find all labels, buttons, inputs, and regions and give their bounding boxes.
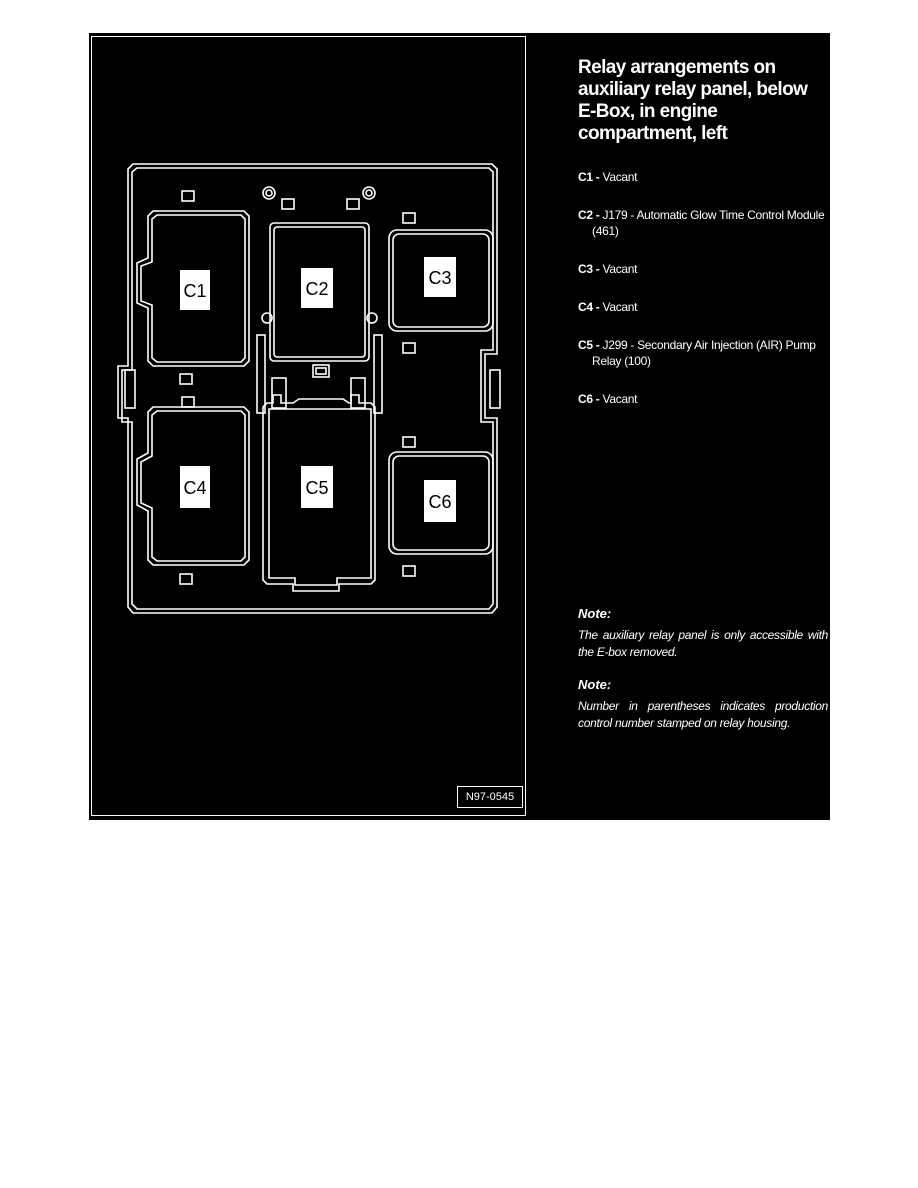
note-text: Number in parentheses indicates production control number stamped on relay housing.	[578, 699, 828, 730]
slot-label-c3: C3	[428, 268, 452, 288]
legend-desc: J179 - Automatic Glow Time Control Module (461)	[592, 208, 825, 238]
legend-item-c6: C6 - Vacant	[578, 392, 638, 406]
legend-item-c1: C1 - Vacant	[578, 170, 638, 184]
right-latch	[490, 370, 500, 408]
figure-number: N97-0545	[457, 786, 523, 808]
slot-label-c5: C5	[305, 478, 329, 498]
legend-item-c4: C4 - Vacant	[578, 300, 638, 314]
text-column	[578, 57, 828, 429]
notes	[578, 606, 828, 748]
slot-label-c1: C1	[183, 281, 207, 301]
legend-id: C4	[578, 300, 593, 314]
legend-id: C6	[578, 392, 593, 406]
legend-item-c5: C5 - J299 - Secondary Air Injection (AIR) Pump Relay (100)	[578, 338, 816, 368]
legend-desc: Vacant	[602, 300, 638, 314]
note-heading: Note:	[578, 606, 612, 621]
legend-id: C1	[578, 170, 593, 184]
legend-desc: J299 - Secondary Air Injection (AIR) Pump Relay (100)	[592, 338, 816, 368]
left-latch	[125, 370, 135, 408]
page-title: Relay arrangements on auxiliary relay panel, below E-Box, in engine compartment, left	[578, 57, 808, 144]
legend-desc: Vacant	[602, 170, 638, 184]
legend-id: C3	[578, 262, 593, 276]
slot-label-c2: C2	[305, 279, 329, 299]
slot-label-c4: C4	[183, 478, 207, 498]
legend-id: C2	[578, 208, 593, 222]
legend-item-c3: C3 - Vacant	[578, 262, 638, 276]
slot-label-c6: C6	[428, 492, 452, 512]
slot-legend	[578, 169, 828, 407]
note-text: The auxiliary relay panel is only accessible with the E-box removed.	[578, 628, 828, 659]
legend-item-c2: C2 - J179 - Automatic Glow Time Control Module (461)	[578, 208, 825, 238]
legend-desc: Vacant	[602, 262, 638, 276]
legend-desc: Vacant	[602, 392, 638, 406]
note-heading: Note:	[578, 677, 612, 692]
legend-id: C5	[578, 338, 593, 352]
panel-outline	[118, 164, 497, 613]
